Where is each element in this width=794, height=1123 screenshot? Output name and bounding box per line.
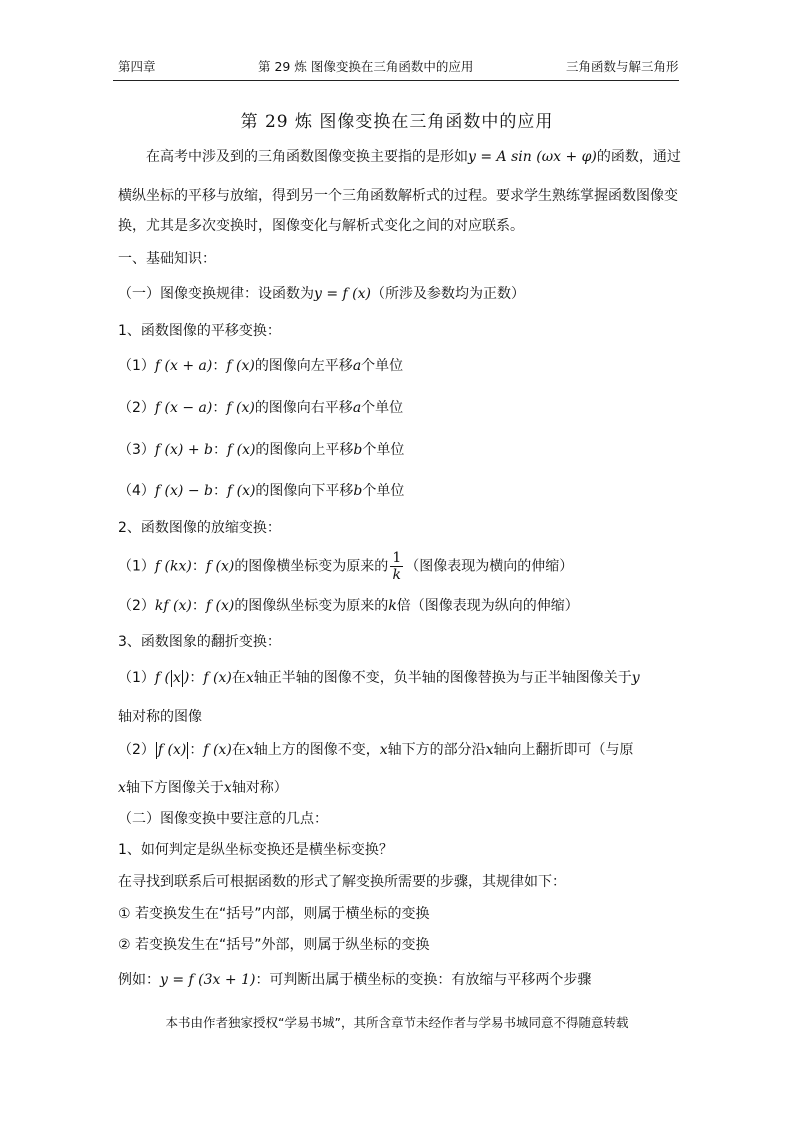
topic-heading: 3、函数图象的翻折变换： bbox=[118, 634, 281, 650]
text: 个单位 bbox=[362, 483, 405, 499]
list-item bbox=[118, 596, 579, 616]
section-heading: 一、基础知识： bbox=[118, 251, 216, 267]
page-title: 第 29 炼 图像变换在三角函数中的应用 bbox=[240, 112, 554, 132]
item-number: （3） bbox=[118, 442, 155, 458]
math-variable: x bbox=[485, 742, 494, 758]
text: ： bbox=[212, 358, 227, 374]
math-variable: b bbox=[353, 483, 363, 499]
fraction bbox=[390, 550, 403, 583]
item-number: （1） bbox=[118, 358, 155, 374]
math-expression: ) bbox=[183, 670, 190, 686]
math-variable: k bbox=[388, 598, 397, 614]
item-number: （1） bbox=[118, 670, 155, 686]
text: 例如： bbox=[118, 972, 160, 988]
abs-bar bbox=[156, 742, 157, 759]
item-number: （2） bbox=[118, 742, 155, 758]
text: 的图像向下平移 bbox=[255, 483, 354, 499]
item-number: （2） bbox=[118, 400, 155, 416]
intro-line-2: 横纵坐标的平移与放缩，得到另一个三角函数解析式的过程。要求学生熟练掌握函数图像变 bbox=[118, 188, 678, 204]
math-expression: f (x) bbox=[203, 670, 232, 686]
text: ： bbox=[212, 442, 227, 458]
math-expression: f (x) bbox=[226, 358, 255, 374]
math-expression: f ( bbox=[154, 670, 171, 686]
text: 的图像纵坐标变为原来的 bbox=[234, 598, 389, 614]
math-variable: x bbox=[223, 780, 232, 796]
topic-heading: 1、函数图像的平移变换： bbox=[118, 323, 281, 339]
math-variable: x bbox=[245, 742, 254, 758]
text: ：可判断出属于横坐标的变换：有放缩与平移两个步骤 bbox=[255, 972, 592, 988]
math-expression: f (kx) bbox=[154, 558, 192, 575]
list-item-continued: 轴对称的图像 bbox=[118, 709, 202, 725]
topic-heading: 2、函数图像的放缩变换： bbox=[118, 520, 281, 536]
text: （所涉及参数均为正数） bbox=[371, 286, 525, 302]
text: 倍（图像表现为纵向的伸缩） bbox=[396, 598, 579, 614]
text: 轴对称） bbox=[231, 780, 288, 796]
header-section: 第 29 炼 图像变换在三角函数中的应用 bbox=[258, 59, 474, 74]
text: 轴下方图像关于 bbox=[125, 780, 224, 796]
text: ： bbox=[189, 670, 204, 686]
math-expression: f (x) bbox=[203, 742, 232, 758]
math-expression: y = A sin (ωx + φ) bbox=[468, 149, 597, 165]
text: ： bbox=[191, 598, 206, 614]
fraction-denominator: k bbox=[392, 567, 402, 583]
list-item bbox=[118, 440, 404, 460]
fraction-numerator: 1 bbox=[392, 550, 402, 566]
math-variable: x bbox=[118, 780, 126, 796]
abs-bar bbox=[171, 670, 172, 687]
math-variable: x bbox=[245, 670, 254, 686]
text: ： bbox=[212, 483, 227, 499]
text: 轴上方的图像不变， bbox=[253, 742, 380, 758]
list-item bbox=[118, 398, 403, 418]
subsection-heading bbox=[118, 284, 525, 304]
text: （图像表现为横向的伸缩） bbox=[405, 558, 574, 575]
intro-text: 的函数，通过 bbox=[596, 149, 681, 165]
text: 个单位 bbox=[362, 442, 405, 458]
rule-item: ① 若变换发生在“括号”内部，则属于横坐标的变换 bbox=[118, 906, 430, 922]
text: 的图像向右平移 bbox=[254, 400, 353, 416]
subsection-heading: （二）图像变换中要注意的几点： bbox=[118, 811, 328, 827]
text: ： bbox=[191, 558, 206, 575]
math-expression: f (x) bbox=[205, 598, 235, 614]
intro-text: 在高考中涉及到的三角函数图像变换主要指的是形如 bbox=[146, 149, 468, 165]
math-expression: f (x) − b bbox=[154, 483, 213, 499]
list-item bbox=[118, 356, 403, 376]
item-number: （4） bbox=[118, 483, 155, 499]
text: 在 bbox=[231, 742, 246, 758]
math-variable: y bbox=[631, 670, 640, 686]
text: 轴向上翻折即可（与原 bbox=[493, 742, 634, 758]
abs-bar bbox=[182, 670, 183, 687]
item-number: （2） bbox=[118, 598, 155, 614]
list-item-continued bbox=[118, 778, 288, 798]
text: 个单位 bbox=[361, 400, 404, 416]
list-item bbox=[118, 740, 634, 760]
text: 个单位 bbox=[361, 358, 404, 374]
math-variable: x bbox=[379, 742, 388, 758]
item-number: （1） bbox=[118, 558, 155, 575]
copyright-footer: 本书由作者独家授权“学易书城”，其所含章节未经作者与学易书城同意不得随意转载 bbox=[165, 1015, 629, 1030]
text: ： bbox=[212, 400, 227, 416]
text: 在 bbox=[231, 670, 246, 686]
math-expression: y = f (3x + 1) bbox=[160, 972, 256, 988]
math-variable: b bbox=[353, 442, 363, 458]
math-expression: f (x − a) bbox=[154, 400, 213, 416]
list-item bbox=[118, 481, 404, 501]
math-expression: y = f (x) bbox=[314, 286, 371, 302]
math-expression: f (x) bbox=[226, 483, 256, 499]
header-rule bbox=[113, 80, 679, 81]
math-expression: f (x + a) bbox=[154, 358, 213, 374]
text: ： bbox=[189, 742, 204, 758]
math-expression: kf (x) bbox=[154, 598, 192, 614]
header-topic: 三角函数与解三角形 bbox=[566, 59, 679, 74]
intro-line-3: 换，尤其是多次变换时，图像变化与解析式变化之间的对应联系。 bbox=[118, 218, 524, 234]
text: 轴正半轴的图像不变，负半轴的图像替换为与正半轴图像关于 bbox=[253, 670, 632, 686]
text: 的图像向上平移 bbox=[255, 442, 354, 458]
math-variable: a bbox=[352, 400, 362, 416]
math-expression: f (x) bbox=[226, 442, 256, 458]
rule-item: ② 若变换发生在“括号”外部，则属于纵坐标的变换 bbox=[118, 937, 430, 953]
math-variable: x bbox=[173, 670, 181, 686]
text: （一）图像变换规律：设函数为 bbox=[118, 286, 314, 302]
list-item bbox=[118, 668, 640, 688]
text: 的图像向左平移 bbox=[254, 358, 353, 374]
math-expression: f (x) bbox=[226, 400, 255, 416]
intro-line-1 bbox=[146, 147, 681, 167]
text: 轴下方的部分沿 bbox=[387, 742, 486, 758]
math-expression: f (x) + b bbox=[154, 442, 213, 458]
math-expression: f (x) bbox=[157, 742, 187, 758]
math-expression: f (x) bbox=[205, 558, 235, 575]
question-heading: 1、如何判定是纵坐标变换还是横坐标变换？ bbox=[118, 842, 393, 858]
paragraph: 在寻找到联系后可根据函数的形式了解变换所需要的步骤，其规律如下： bbox=[118, 874, 566, 890]
example-line bbox=[118, 970, 591, 990]
header-chapter: 第四章 bbox=[118, 59, 156, 74]
text: 的图像横坐标变为原来的 bbox=[234, 558, 389, 575]
math-variable: a bbox=[352, 358, 362, 374]
list-item bbox=[118, 550, 573, 583]
